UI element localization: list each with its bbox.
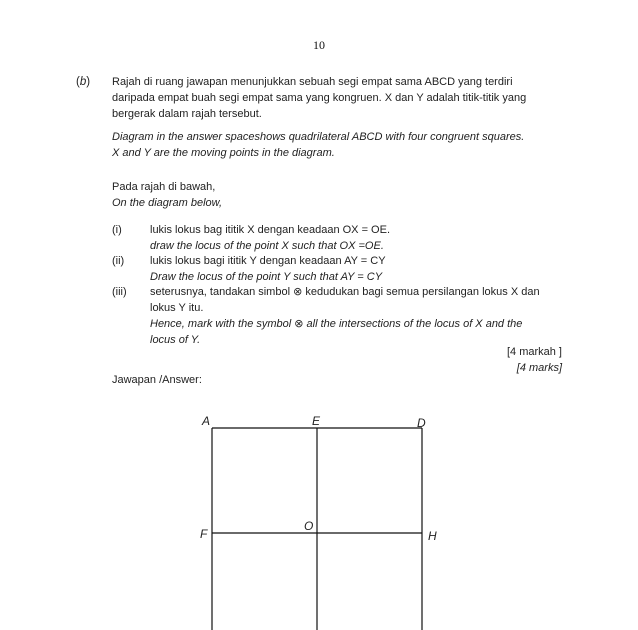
item-number: (iii)	[112, 286, 127, 298]
part-letter: b	[79, 76, 87, 88]
marks-malay: [4 markah ]	[506, 346, 562, 358]
item-english: Hence, mark with the symbol ⊗ all the intersections of the locus of X and the	[150, 318, 523, 330]
label-e: E	[312, 414, 321, 428]
label-h: H	[428, 529, 437, 543]
label-f: F	[200, 527, 208, 541]
item-english: Draw the locus of the point Y such that AY = CY	[150, 271, 383, 283]
answer-label-text: Jawapan /Answer:	[112, 374, 202, 386]
instruction-english: On the diagram below,	[112, 197, 223, 209]
malay-intro-line: bergerak dalam rajah tersebut.	[112, 108, 262, 120]
english-intro-line: Diagram in the answer spaceshows quadrilateral ABCD with four congruent squares.	[112, 131, 525, 143]
item-malay: lukis lokus bag ititik X dengan keadaan OX = OE.	[150, 224, 391, 236]
question-part-label: (b)	[76, 76, 91, 88]
label-a: A	[202, 414, 211, 428]
malay-intro-line: Rajah di ruang jawapan menunjukkan sebuah segi empat sama ABCD yang terdiri	[112, 76, 513, 88]
page-number: 10	[313, 38, 325, 52]
item-english: locus of Y.	[150, 334, 201, 346]
instruction-malay: Pada rajah di bawah,	[112, 181, 216, 193]
item-malay: seterusnya, tandakan simbol ⊗ kedudukan bagi semua persilangan lokus X dan	[150, 286, 540, 298]
label-d: D	[417, 416, 426, 430]
malay-intro-line: daripada empat buah segi empat sama yang kongruen. X dan Y adalah titik-titik yang	[112, 92, 527, 104]
marks-english: [4 marks]	[516, 362, 562, 374]
item-number: (i)	[112, 224, 122, 236]
item-english: draw the locus of the point X such that OX =OE.	[150, 240, 384, 252]
item-number: (ii)	[112, 255, 125, 267]
label-o: O	[304, 519, 314, 533]
item-malay: lokus Y itu.	[150, 302, 204, 314]
item-malay: lukis lokus bagi ititik Y dengan keadaan AY = CY	[150, 255, 386, 267]
english-intro-line: X and Y are the moving points in the diagram.	[112, 147, 335, 159]
